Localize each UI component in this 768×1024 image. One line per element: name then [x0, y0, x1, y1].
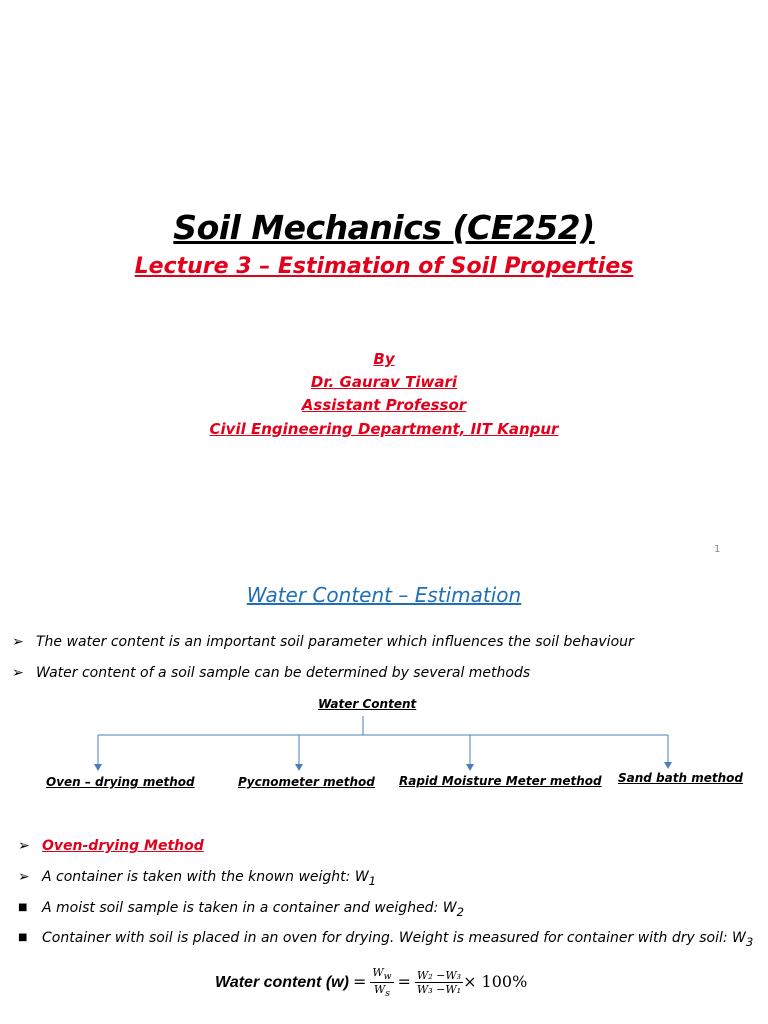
- tree-node-pycnometer: Pycnometer method: [238, 775, 375, 789]
- step-text: Container with soil is placed in an oven for drying. Weight is measured for container with dry soil: W: [42, 930, 746, 946]
- step-item: [18, 900, 464, 919]
- water-content-formula: Water content (w) = $\frac{W_w}{W_s}$ = $\frac{\text{W₂ −W₃}}{\text{W₃ −W₁}}$ × 100%: [215, 966, 528, 1000]
- page-number: 1: [714, 544, 721, 555]
- formula-label: Water content (w): [215, 974, 349, 992]
- slide2-title: Water Content – Estimation: [246, 583, 522, 607]
- author-department: Civil Engineering Department, IIT Kanpur: [209, 420, 559, 438]
- course-title: Soil Mechanics (CE252): [173, 208, 595, 247]
- step-text: A moist soil sample is taken in a container and weighed: W: [42, 900, 457, 916]
- bullet-item: [12, 665, 530, 681]
- tree-connectors: [0, 710, 768, 774]
- oven-heading-item: [18, 838, 204, 854]
- bullet-text: The water content is an important soil parameter which influences the soil behaviour: [36, 634, 634, 650]
- square-bullet-icon: ■: [18, 932, 28, 943]
- step-item: [18, 869, 376, 888]
- tree-node-rapid-moisture: Rapid Moisture Meter method: [399, 774, 602, 788]
- tree-root-label: Water Content: [318, 697, 417, 711]
- step-subscript: 1: [368, 873, 377, 888]
- arrow-bullet-icon: ➢: [18, 869, 30, 885]
- step-text: A container is taken with the known weight: W: [42, 869, 369, 885]
- author-position: Assistant Professor: [301, 396, 467, 414]
- oven-drying-heading: Oven-drying Method: [42, 838, 204, 854]
- step-item: [18, 930, 753, 949]
- fraction-ww-ws: $\frac{W_w}{W_s}$: [372, 966, 392, 1000]
- bullet-text: Water content of a soil sample can be determined by several methods: [36, 665, 531, 681]
- formula-percent: × 100%: [463, 972, 528, 992]
- by-label: By: [373, 350, 395, 368]
- tree-node-oven-drying: Oven – drying method: [46, 775, 195, 789]
- author-name: Dr. Gaurav Tiwari: [310, 373, 458, 391]
- fraction-weights: $\frac{\text{W₂ −W₃}}{\text{W₃ −W₁}}$: [416, 969, 462, 997]
- square-bullet-icon: ■: [18, 902, 28, 913]
- step-subscript: 3: [745, 934, 754, 949]
- lecture-subtitle: Lecture 3 – Estimation of Soil Properties: [134, 254, 634, 279]
- step-subscript: 2: [456, 904, 465, 919]
- bullet-item: [12, 634, 634, 650]
- arrow-bullet-icon: ➢: [12, 634, 24, 650]
- arrow-bullet-icon: ➢: [18, 838, 30, 854]
- tree-node-sand-bath: Sand bath method: [618, 771, 743, 785]
- arrow-bullet-icon: ➢: [12, 665, 24, 681]
